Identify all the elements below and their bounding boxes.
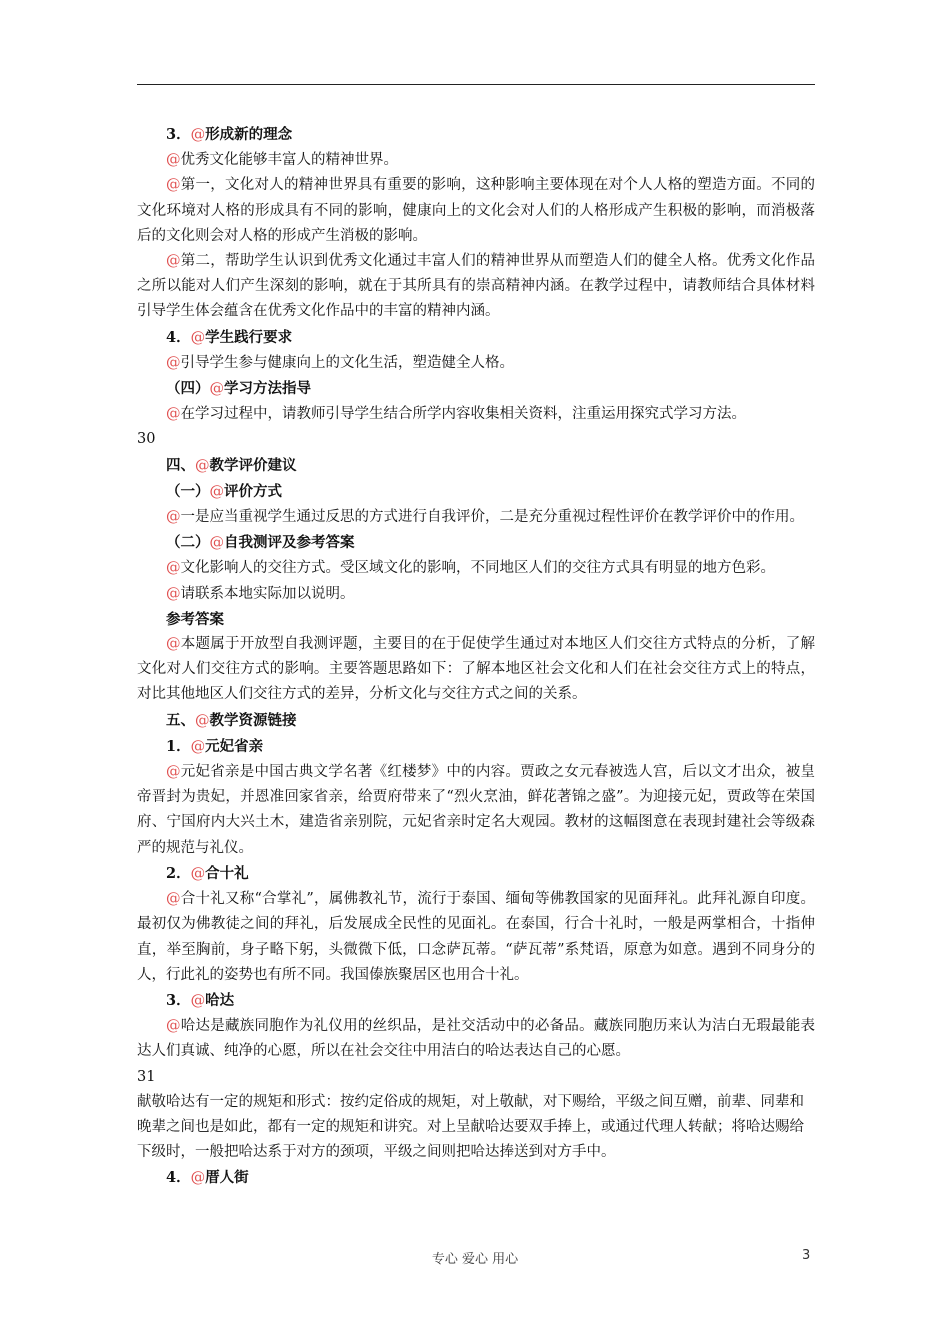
- paragraph: [137, 556, 815, 581]
- paragraph-continuation: [137, 1090, 815, 1166]
- paragraph: [137, 505, 815, 530]
- section-heading: [137, 861, 815, 887]
- at-marker: @: [190, 127, 206, 143]
- block-text: 引导学生参与健康向上的文化生活，塑造健全人格。: [180, 354, 514, 371]
- paragraph: [137, 148, 815, 173]
- block-text: 献敬哈达有一定的规矩和形式：按约定俗成的规矩，对上敬献，对下赐给，平级之间互赠，前辈、同辈和晚辈之间也是如此，都有一定的规矩和讲究。对上呈献哈达要双手捧上，或通过代理人转献；将哈达赐给下级时，一般把哈达系于对方的颈项，平级之间则把哈达捧送到对方手中。: [137, 1093, 804, 1161]
- paragraph: [137, 402, 815, 427]
- at-marker: @: [166, 585, 181, 602]
- block-text: 参考答案: [166, 610, 224, 628]
- block-text: 一是应当重视学生通过反思的方式进行自我评价，二是充分重视过程性评价在教学评价中的作用。: [180, 509, 804, 526]
- section-heading: [137, 607, 815, 632]
- section-heading: [137, 708, 815, 734]
- paragraph: [137, 887, 815, 988]
- at-marker: @: [166, 253, 181, 270]
- footer-motto: 专心 爱心 用心: [431, 1252, 519, 1267]
- document-body: [137, 122, 815, 1192]
- paragraph: [137, 249, 815, 325]
- section-heading: [137, 479, 815, 505]
- at-marker: @: [209, 535, 224, 552]
- block-text: 第二，帮助学生认识到优秀文化通过丰富人们的精神世界从而塑造人们的健全人格。优秀文化作品之所以能对人们产生深刻的影响，就在于其所具有的崇高精神内涵。在教学过程中，请教师结合具体材料引导学生体会蕴含在优秀文化作品中的丰富的精神内涵。: [137, 253, 815, 320]
- block-text: 元妃省亲: [205, 737, 264, 755]
- at-marker: @: [195, 457, 210, 474]
- paragraph: [137, 582, 815, 607]
- at-marker: @: [190, 738, 206, 755]
- heading-prefix: 3．: [166, 991, 191, 1009]
- at-marker: @: [166, 560, 181, 577]
- paragraph: [137, 760, 815, 861]
- block-text: 第一，文化对人的精神世界具有重要的影响，这种影响主要体现在对个人人格的塑造方面。不同的文化环境对人格的形成具有不同的影响，健康向上的文化会对人们的人格形成产生积极的影响，而消极落后的文化则会对人格的形成产生消极的影响。: [137, 177, 815, 244]
- block-text: 合十礼: [205, 864, 249, 882]
- at-marker: @: [166, 891, 181, 908]
- paragraph: [137, 632, 815, 708]
- block-text: 请联系本地实际加以说明。: [180, 585, 355, 602]
- heading-prefix: 4．: [166, 328, 191, 346]
- block-text: 形成新的理念: [205, 126, 293, 143]
- section-heading: [137, 988, 815, 1014]
- block-text: 哈达: [205, 991, 235, 1009]
- block-text: 学生践行要求: [205, 328, 293, 346]
- block-text: 文化影响人的交往方式。受区域文化的影响，不同地区人们的交往方式具有明显的地方色彩。: [180, 560, 775, 577]
- paragraph: [137, 351, 815, 376]
- section-heading: [137, 325, 815, 351]
- block-text: 优秀文化能够丰富人的精神世界。: [180, 152, 398, 169]
- at-marker: @: [166, 764, 181, 781]
- at-marker: @: [209, 483, 224, 500]
- at-marker: @: [190, 329, 206, 346]
- section-heading: [137, 530, 815, 556]
- block-text: 哈达是藏族同胞作为礼仪用的丝织品，是社交活动中的必备品。藏族同胞历来认为洁白无瑕最能表达人们真诚、纯净的心愿，所以在社会交往中用洁白的哈达表达自己的心愿。: [137, 1018, 815, 1060]
- heading-prefix: 2．: [166, 864, 191, 882]
- block-text: 31: [137, 1068, 156, 1085]
- header-rule: [137, 84, 815, 85]
- block-text: 合十礼又称“合掌礼”，属佛教礼节，流行于泰国、缅甸等佛教国家的见面拜礼。此拜礼源自印度。最初仅为佛教徒之间的拜礼，后发展成全民性的见面礼。在泰国，行合十礼时，一般是两掌相合，十指伸直，举至胸前，身子略下躬，头微微下低，口念萨瓦蒂。“萨瓦蒂”系梵语，原意为如意。遇到不同身分的人，行此礼的姿势也有所不同。我国傣族聚居区也用合十礼。: [137, 891, 815, 983]
- heading-prefix: 五、: [166, 711, 195, 729]
- section-heading: [137, 376, 815, 402]
- source-page-number: [137, 427, 815, 452]
- heading-prefix: （四）: [166, 380, 210, 398]
- block-text: 教学评价建议: [209, 456, 297, 474]
- block-text: 自我测评及参考答案: [224, 534, 355, 552]
- at-marker: @: [166, 636, 181, 653]
- section-heading: [137, 1165, 815, 1191]
- at-marker: @: [190, 865, 206, 882]
- at-marker: @: [190, 1170, 206, 1187]
- at-marker: @: [209, 381, 224, 398]
- heading-prefix: 3．: [166, 126, 191, 143]
- block-text: 评价方式: [224, 482, 282, 500]
- heading-prefix: （一）: [166, 482, 210, 500]
- block-text: 元妃省亲是中国古典文学名著《红楼梦》中的内容。贾政之女元春被选人宫，后以文才出众，被皇帝晋封为贵妃，并恩准回家省亲，给贾府带来了“烈火烹油，鲜花著锦之盛”。为迎接元妃，贾政等在荣国府、宁国府内大兴土木，建造省亲别院，元妃省亲时定名大观园。教材的这幅图意在表现封建社会等级森严的规范与礼仪。: [137, 764, 815, 856]
- at-marker: @: [166, 354, 181, 371]
- at-marker: @: [195, 712, 210, 729]
- block-text: 在学习过程中，请教师引导学生结合所学内容收集相关资料，注重运用探究式学习方法。: [180, 406, 746, 423]
- block-text: 厝人街: [205, 1169, 249, 1187]
- heading-prefix: 4．: [166, 1169, 191, 1187]
- page-number: 3: [802, 1248, 811, 1263]
- section-heading: [137, 734, 815, 760]
- block-text: 30: [137, 431, 156, 448]
- block-text: 本题属于开放型自我测评题，主要目的在于促使学生通过对本地区人们交往方式特点的分析，了解文化对人们交往方式的影响。主要答题思路如下：了解本地区社会文化和人们在社会交往方式上的特点，对比其他地区人们交往方式的差异，分析文化与交往方式之间的关系。: [137, 636, 815, 703]
- source-page-number: [137, 1065, 815, 1090]
- block-text: 教学资源链接: [209, 711, 297, 729]
- at-marker: @: [166, 152, 181, 169]
- at-marker: @: [166, 1018, 181, 1035]
- paragraph: [137, 1014, 815, 1064]
- section-heading: [137, 453, 815, 479]
- section-heading: [137, 122, 815, 148]
- heading-prefix: 1．: [166, 737, 191, 755]
- heading-prefix: 四、: [166, 456, 195, 474]
- block-text: 学习方法指导: [224, 380, 311, 398]
- heading-prefix: （二）: [166, 534, 210, 552]
- at-marker: @: [190, 992, 206, 1009]
- paragraph: [137, 173, 815, 249]
- at-marker: @: [166, 406, 181, 423]
- at-marker: @: [166, 177, 181, 194]
- at-marker: @: [166, 509, 181, 526]
